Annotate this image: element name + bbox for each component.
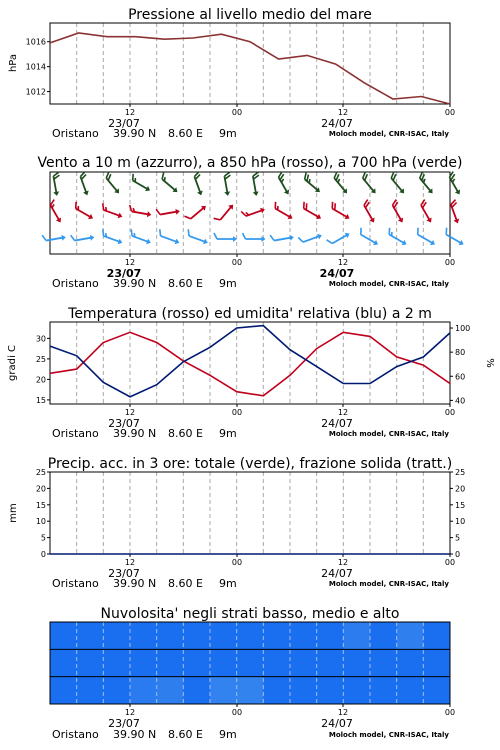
y-right-tick-label: 20 — [455, 484, 466, 494]
time-tick-label: 00 — [231, 558, 243, 567]
barb-head — [145, 186, 151, 193]
barb-head — [203, 239, 209, 246]
barb-head — [455, 190, 462, 196]
barb-flag — [270, 235, 274, 241]
wind-barb — [388, 200, 407, 224]
barb-head — [118, 239, 124, 246]
barb-head — [398, 218, 405, 224]
location-lon: 8.60 E — [168, 427, 203, 440]
time-tick-label: 12 — [124, 258, 136, 267]
barb-flag — [158, 229, 163, 236]
plot-frame — [50, 472, 450, 554]
location-name: Oristano — [52, 277, 99, 290]
wind-barb — [156, 205, 180, 218]
barb-head — [430, 240, 436, 247]
time-tick-label: 12 — [337, 258, 349, 267]
pressure-line — [50, 33, 450, 104]
location-lat: 39.90 N — [113, 427, 157, 440]
wind-barb — [271, 202, 295, 221]
wind-barb — [128, 205, 152, 218]
y-right-axis-label: % — [484, 358, 495, 368]
time-tick-label: 12 — [337, 558, 349, 567]
location-elev: 9m — [219, 277, 237, 290]
time-tick-label: 00 — [444, 558, 456, 567]
location-elev: 9m — [219, 728, 237, 741]
date-label: 24/07 — [321, 717, 353, 730]
location-name: Oristano — [52, 577, 99, 590]
barb-flag — [444, 228, 450, 235]
model-credit: Moloch model, CNR-ISAC, Italy — [328, 731, 449, 739]
barb-shaft — [191, 207, 205, 219]
location-lat: 39.90 N — [113, 127, 157, 140]
date-label: 24/07 — [319, 267, 355, 280]
barb-head — [53, 191, 60, 196]
y-right-tick-label: 60 — [455, 372, 466, 382]
wind-barb — [77, 172, 93, 197]
wind-barb — [417, 200, 436, 224]
wind-barb — [71, 231, 95, 244]
barb-flag — [101, 203, 106, 210]
y-right-tick-label: 5 — [455, 533, 461, 543]
wind-barb — [243, 233, 266, 242]
barb-flag — [214, 233, 217, 239]
barb-flag — [327, 238, 333, 245]
barb-head — [288, 214, 294, 221]
barb-head — [402, 240, 408, 247]
y-right-tick-label: 15 — [455, 500, 466, 510]
cloud-cell — [130, 677, 157, 704]
wind-barb — [249, 172, 262, 196]
model-credit: Moloch model, CNR-ISAC, Italy — [328, 130, 449, 138]
y-tick-label: 15 — [35, 395, 46, 405]
wind-barb — [46, 200, 65, 224]
time-tick-label: 12 — [124, 708, 136, 717]
cloud-cell — [157, 677, 184, 704]
barb-flag — [184, 214, 190, 221]
location-elev: 9m — [219, 127, 237, 140]
y-tick-label: 25 — [35, 354, 46, 364]
barb-head — [459, 240, 465, 247]
barb-flag — [129, 205, 133, 211]
y-tick-label: 20 — [35, 484, 46, 494]
barb-head — [56, 218, 63, 224]
y-tick-label: 1012 — [25, 87, 46, 97]
location-name: Oristano — [52, 427, 99, 440]
wind-barb — [191, 172, 207, 197]
time-tick-label: 12 — [337, 408, 349, 417]
model-credit: Moloch model, CNR-ISAC, Italy — [328, 430, 449, 438]
y-axis-label: hPa — [8, 53, 19, 73]
barb-flag — [241, 210, 246, 217]
time-tick-label: 12 — [124, 558, 136, 567]
barb-flag — [243, 233, 246, 239]
barb-shaft — [274, 237, 292, 240]
wind-barb — [128, 229, 153, 245]
wind-barb — [185, 229, 210, 245]
y-axis-label: mm — [8, 503, 19, 523]
location-name: Oristano — [52, 127, 99, 140]
y-tick-label: 0 — [40, 550, 46, 559]
wind-barb — [387, 172, 409, 195]
location-elev: 9m — [219, 577, 237, 590]
barb-flag — [415, 228, 421, 235]
time-tick-label: 12 — [124, 408, 136, 417]
time-tick-label: 12 — [337, 108, 349, 117]
barb-head — [175, 239, 181, 246]
barb-flag — [358, 228, 364, 235]
time-tick-label: 12 — [124, 108, 136, 117]
barb-shaft — [220, 206, 232, 220]
wind-barb — [357, 228, 381, 247]
y-tick-label: 1016 — [25, 37, 46, 47]
wind-barb — [129, 174, 153, 193]
location-name: Oristano — [52, 728, 99, 741]
wind-barb — [442, 228, 466, 247]
wind-barb — [214, 201, 236, 224]
model-credit: Moloch model, CNR-ISAC, Italy — [328, 280, 449, 288]
date-label: 23/07 — [108, 567, 140, 580]
wind-barb — [300, 202, 324, 221]
wind-barb — [42, 231, 66, 244]
time-tick-label: 12 — [337, 708, 349, 717]
wind-barb — [330, 172, 352, 195]
barb-head — [454, 219, 461, 225]
plot-frame — [50, 23, 450, 104]
wind-barb — [157, 229, 182, 245]
barb-head — [175, 208, 180, 215]
barb-head — [373, 240, 379, 247]
barb-head — [197, 191, 204, 197]
time-tick-label: 00 — [231, 258, 243, 267]
time-tick-label: 00 — [444, 708, 456, 717]
barb-flag — [186, 229, 191, 236]
wind-barb — [50, 172, 63, 196]
barb-shaft — [160, 211, 178, 214]
time-tick-label: 00 — [231, 108, 243, 117]
barb-flag — [101, 229, 106, 236]
location-lat: 39.90 N — [113, 277, 157, 290]
barb-flag — [71, 235, 75, 241]
wind-barb — [414, 228, 438, 247]
barb-shaft — [361, 235, 377, 244]
wind-barb — [158, 173, 181, 195]
wind-barb — [327, 228, 351, 247]
date-label: 23/07 — [108, 417, 140, 430]
model-credit: Moloch model, CNR-ISAC, Italy — [328, 580, 449, 588]
date-label: 24/07 — [321, 417, 353, 430]
cloud-cell — [397, 622, 424, 649]
wind-barb — [72, 202, 96, 221]
y-right-tick-label: 100 — [455, 324, 471, 334]
y-tick-label: 10 — [35, 517, 46, 527]
y-axis-label: gradi C — [7, 345, 18, 381]
wind-barb — [300, 173, 323, 195]
barb-flag — [214, 216, 221, 222]
time-tick-label: 00 — [444, 258, 456, 267]
panel-title: Pressione al livello medio del mare — [128, 7, 372, 23]
barb-head — [61, 234, 66, 241]
barb-shaft — [418, 235, 434, 244]
wind-barb — [328, 202, 352, 221]
y-right-tick-label: 10 — [455, 517, 466, 527]
location-lon: 8.60 E — [168, 577, 203, 590]
y-tick-label: 20 — [35, 375, 46, 385]
location-lon: 8.60 E — [168, 277, 203, 290]
panel-title: Nuvolosita' negli strati basso, medio e alto — [100, 606, 400, 622]
plot-frame — [50, 322, 450, 404]
y-tick-label: 15 — [35, 500, 46, 510]
wind-barb — [385, 228, 409, 247]
date-label: 23/07 — [108, 717, 140, 730]
barb-flag — [298, 236, 303, 243]
wind-barb — [214, 233, 237, 242]
location-lat: 39.90 N — [113, 728, 157, 741]
y-right-tick-label: 25 — [455, 468, 466, 477]
time-tick-label: 00 — [231, 708, 243, 717]
panel-title: Temperatura (rosso) ed umidita' relativa (blu) a 2 m — [68, 306, 432, 322]
panel-title: Precip. acc. in 3 ore: totale (verde), frazione solida (tratt.) — [47, 456, 453, 472]
wind-barb — [241, 204, 266, 220]
location-lat: 39.90 N — [113, 577, 157, 590]
cloud-cell — [343, 622, 370, 649]
y-tick-label: 5 — [40, 533, 46, 543]
barb-head — [146, 239, 152, 246]
barb-head — [224, 191, 231, 196]
time-tick-label: 00 — [444, 108, 456, 117]
humidity-line — [50, 326, 450, 397]
y-right-tick-label: 80 — [455, 348, 466, 358]
location-lon: 8.60 E — [168, 728, 203, 741]
date-label: 23/07 — [106, 267, 142, 280]
y-right-tick-label: 40 — [455, 396, 466, 406]
date-label: 24/07 — [321, 567, 353, 580]
barb-shaft — [161, 236, 178, 242]
barb-head — [147, 211, 152, 218]
cloud-cell — [210, 677, 237, 704]
y-tick-label: 30 — [35, 334, 46, 344]
barb-shaft — [46, 237, 64, 240]
barb-head — [317, 232, 323, 239]
location-lon: 8.60 E — [168, 127, 203, 140]
location-elev: 9m — [219, 427, 237, 440]
time-tick-label: 00 — [231, 408, 243, 417]
barb-head — [345, 214, 351, 221]
barb-head — [253, 191, 260, 196]
barb-shaft — [189, 236, 206, 242]
barb-shaft — [75, 237, 93, 240]
barb-shaft — [303, 236, 320, 242]
date-label: 23/07 — [108, 117, 140, 130]
y-right-tick-label: 0 — [455, 550, 461, 559]
barb-head — [345, 231, 351, 238]
y-tick-label: 25 — [35, 468, 46, 477]
wind-barb — [270, 231, 294, 244]
wind-barb — [298, 230, 323, 246]
time-tick-label: 00 — [444, 408, 456, 417]
barb-head — [118, 213, 124, 220]
barb-flag — [42, 235, 46, 241]
wind-barb — [221, 172, 234, 196]
barb-shaft — [332, 235, 348, 244]
date-label: 24/07 — [321, 117, 353, 130]
barb-head — [83, 191, 90, 197]
wind-barb — [184, 201, 207, 223]
wind-barb — [102, 172, 124, 195]
wind-barb — [274, 172, 293, 196]
barb-head — [426, 218, 433, 224]
barb-head — [88, 214, 94, 221]
wind-barb — [358, 172, 380, 195]
cloud-cell — [237, 677, 264, 704]
wind-barb — [445, 172, 464, 196]
y-tick-label: 1014 — [25, 62, 46, 72]
barb-shaft — [446, 235, 462, 244]
barb-head — [90, 234, 95, 241]
panel-title: Vento a 10 m (azzurro), a 850 hPa (rosso), a 700 hPa (verde) — [37, 155, 463, 171]
wind-barb — [415, 172, 437, 195]
